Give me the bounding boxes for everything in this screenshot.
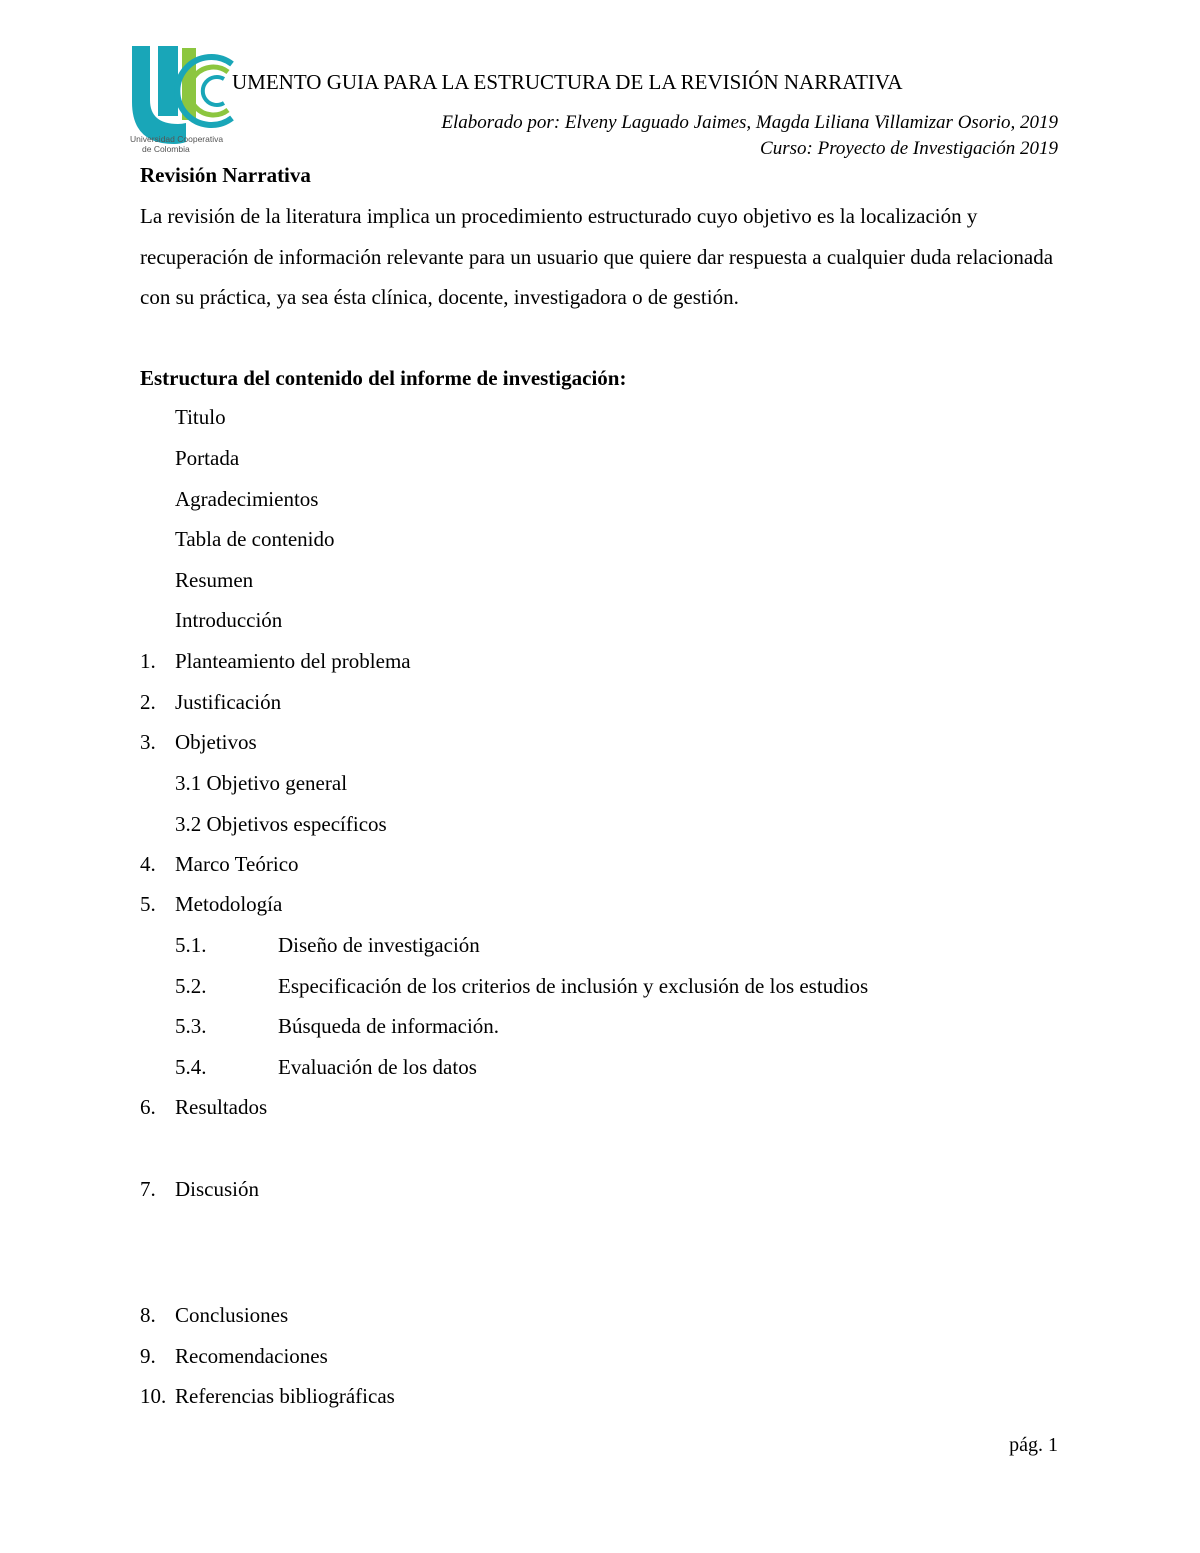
list-item-number: 7.: [140, 1177, 156, 1201]
list-item-text: Introducción: [175, 608, 283, 632]
author-line: Elaborado por: Elveny Laguado Jaimes, Magda Liliana Villamizar Osorio, 2019: [441, 112, 1058, 133]
list-item-text: Diseño de investigación: [278, 933, 480, 957]
list-item-text: Búsqueda de información.: [278, 1014, 500, 1038]
list-item-number: 6.: [140, 1095, 156, 1119]
list-item-number: 4.: [140, 852, 156, 876]
list-item-number: 2.: [140, 690, 156, 714]
list-item-number: 9.: [140, 1344, 156, 1368]
list-item-text: Marco Teórico: [175, 852, 299, 876]
list-item-number: 5.: [140, 892, 156, 916]
list-item-text: Especificación de los criterios de inclusión y exclusión de los estudios: [278, 974, 869, 998]
list-item-number: 10.: [140, 1384, 167, 1408]
list-item-number: 5.4.: [175, 1055, 207, 1079]
list-item-text: Tabla de contenido: [175, 527, 335, 551]
list-item-text: Justificación: [175, 690, 282, 714]
list-item-text: Recomendaciones: [175, 1344, 328, 1368]
document-title: UMENTO GUIA PARA LA ESTRUCTURA DE LA REVISIÓN NARRATIVA: [232, 70, 903, 94]
list-item-text: Evaluación de los datos: [278, 1055, 477, 1079]
logo-text-line2: de Colombia: [142, 144, 190, 154]
list-item-text: 3.1 Objetivo general: [175, 771, 348, 795]
list-item-text: Planteamiento del problema: [175, 649, 411, 673]
section-title-revision: Revisión Narrativa: [140, 163, 311, 187]
list-item-number: 5.2.: [175, 974, 207, 998]
university-logo: [128, 44, 240, 156]
list-item-number: 3.: [140, 730, 156, 754]
list-item-text: Referencias bibliográficas: [175, 1384, 395, 1408]
list-item-text: Discusión: [175, 1177, 259, 1201]
list-item-text: Resumen: [175, 568, 254, 592]
intro-paragraph: La revisión de la literatura implica un procedimiento estructurado cuyo objetivo es la localización y recuperación de información relevante para un usuario que quiere dar respuesta a cualquier duda relacionada con su práctica, ya sea ésta clínica, docente, investigadora o de gestión.: [140, 204, 1054, 309]
section-title-structure: Estructura del contenido del informe de investigación:: [140, 366, 627, 390]
list-item-text: Titulo: [175, 405, 226, 429]
list-item-text: Agradecimientos: [175, 487, 319, 511]
list-item-number: 8.: [140, 1303, 156, 1327]
course-line: Curso: Proyecto de Investigación 2019: [760, 138, 1058, 159]
list-item-text: 3.2 Objetivos específicos: [175, 812, 387, 836]
list-item-text: Portada: [175, 446, 240, 470]
list-item-text: Objetivos: [175, 730, 257, 754]
page-number: pág. 1: [1009, 1434, 1058, 1456]
list-item-number: 5.1.: [175, 933, 207, 957]
list-item-text: Conclusiones: [175, 1303, 289, 1327]
list-item-text: Metodología: [175, 892, 283, 916]
list-item-number: 1.: [140, 649, 156, 673]
list-item-number: 5.3.: [175, 1014, 207, 1038]
list-item-text: Resultados: [175, 1095, 268, 1119]
logo-text-line1: Universidad Cooperativa: [130, 134, 224, 144]
